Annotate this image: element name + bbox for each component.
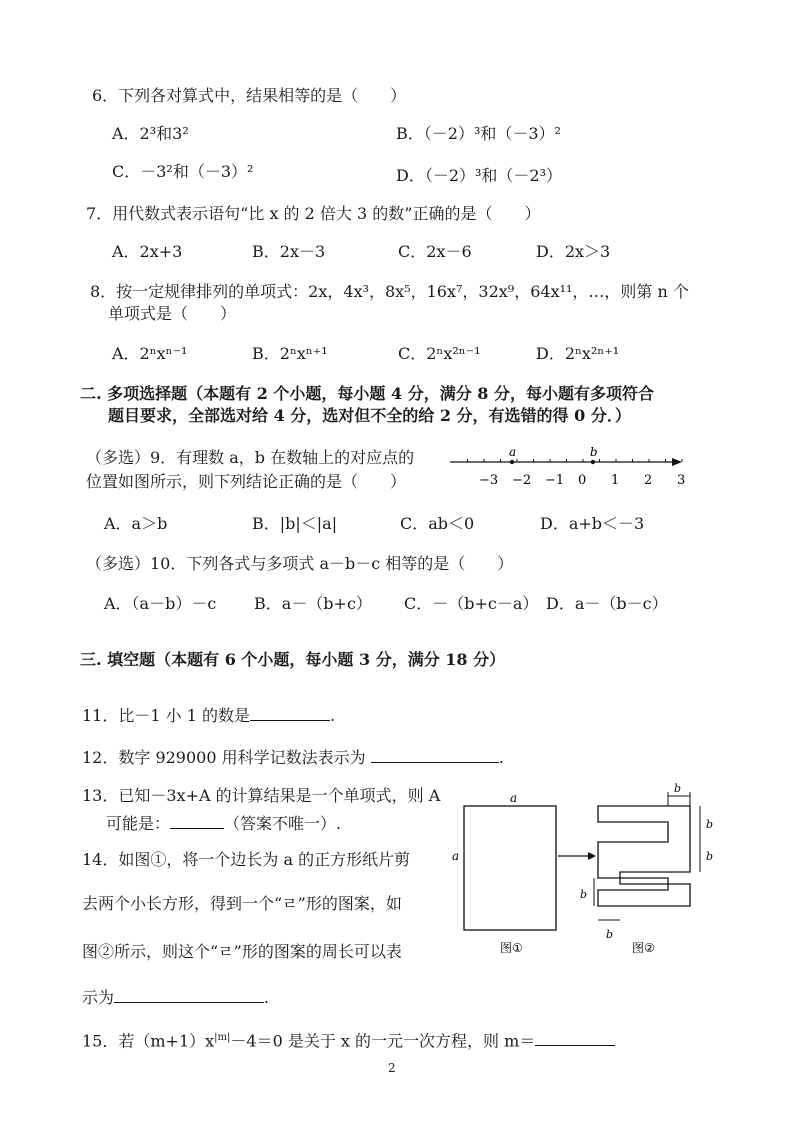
number-line-point-a bbox=[510, 460, 514, 464]
page-number: 2 bbox=[388, 1061, 396, 1075]
q15-text-start: 15．若（m+1）x bbox=[82, 1031, 215, 1051]
q14-line1: 14．如图①，将一个边长为 a 的正方形纸片剪 bbox=[82, 850, 411, 869]
q12-end: . bbox=[498, 748, 504, 767]
q13-line1: 13．已知－3x+A 的计算结果是一个单项式，则 A bbox=[82, 786, 441, 805]
q12 bbox=[82, 746, 504, 768]
q9-option-d: D．a+b＜－3 bbox=[540, 514, 645, 533]
q9-option-c: C．ab＜0 bbox=[400, 514, 475, 533]
q15-answer-blank[interactable] bbox=[535, 1029, 615, 1046]
q7-option-d: D．2x＞3 bbox=[536, 242, 611, 261]
figure1-left-a-label: a bbox=[452, 849, 460, 863]
number-line-tick-label: −1 bbox=[545, 473, 565, 488]
q11-end: . bbox=[329, 706, 336, 725]
q11 bbox=[82, 704, 335, 726]
number-line-arrowhead bbox=[672, 458, 682, 466]
section2-title-line1: 二. 多项选择题（本题有 2 个小题，每小题 4 分，满分 8 分，每小题有多项符合 bbox=[80, 384, 654, 403]
q15-exponent: |m| bbox=[214, 1032, 231, 1043]
figure2-bottom-b-label: b bbox=[606, 928, 614, 941]
q13-line2-text: 可能是： bbox=[106, 814, 171, 833]
figure1-top-a-label: a bbox=[510, 791, 518, 805]
number-line-label-b: b bbox=[589, 445, 598, 459]
figure2-top-b-label: b bbox=[674, 782, 682, 795]
q11-text: 11．比－1 小 1 的数是 bbox=[82, 706, 250, 725]
q6-option-c: C．－3²和（－3）² bbox=[112, 162, 254, 181]
q8-option-b: B．2ⁿxⁿ⁺¹ bbox=[252, 344, 328, 363]
q14-line4 bbox=[82, 986, 269, 1008]
q15 bbox=[82, 1028, 615, 1051]
q10-option-b: B．a－（b+c） bbox=[254, 594, 372, 613]
q7-option-c: C．2x－6 bbox=[398, 242, 472, 261]
figure1-caption: 图① bbox=[500, 941, 523, 955]
arrow-head bbox=[588, 852, 596, 860]
q14-line4-text: 示为 bbox=[82, 988, 115, 1007]
q13-line2-note: （答案不唯一）. bbox=[224, 814, 342, 833]
q9-option-a: A．a＞b bbox=[104, 514, 168, 533]
q9-stem-line2: 位置如图所示，则下列结论正确的是（ ） bbox=[86, 472, 407, 491]
q8-option-d: D．2ⁿx²ⁿ⁺¹ bbox=[536, 344, 620, 363]
number-line-tick-label: −3 bbox=[479, 473, 499, 488]
q8-stem-line2: 单项式是（ ） bbox=[108, 304, 237, 323]
q12-answer-blank[interactable] bbox=[371, 746, 499, 763]
q7-option-a: A．2x+3 bbox=[112, 242, 183, 261]
q14-line2: 去两个小长方形，得到一个“ㄹ”形的图案，如 bbox=[82, 894, 402, 913]
section2-title-line2: 题目要求，全部选对给 4 分，选对但不全的给 2 分，有选错的得 0 分．） bbox=[108, 406, 631, 425]
q8-option-a: A．2ⁿxⁿ⁻¹ bbox=[112, 344, 188, 363]
q10-option-c: C．－（b+c－a） bbox=[404, 594, 539, 613]
q8-option-c: C．2ⁿx²ⁿ⁻¹ bbox=[398, 344, 481, 363]
q13-answer-blank[interactable] bbox=[170, 812, 224, 829]
q14-answer-blank[interactable] bbox=[114, 986, 264, 1003]
figure1-square bbox=[464, 806, 556, 930]
number-line-label-a: a bbox=[509, 445, 517, 459]
number-line-figure bbox=[446, 440, 686, 492]
square-cut-figure bbox=[448, 780, 728, 960]
q7-option-b: B．2x－3 bbox=[252, 242, 326, 261]
number-line-tick-label: −2 bbox=[512, 473, 532, 488]
number-line-point-b bbox=[591, 460, 595, 464]
figure2-right-b-label-2: b bbox=[706, 850, 714, 863]
number-line-tick-label: 0 bbox=[578, 473, 587, 488]
q6-stem: 6．下列各对算式中，结果相等的是（ ） bbox=[92, 86, 407, 105]
figure2-left-b-label: b bbox=[580, 888, 588, 901]
q9-stem-line1: （多选）9．有理数 a，b 在数轴上的对应点的 bbox=[86, 448, 415, 467]
figure2-caption: 图② bbox=[632, 941, 655, 955]
figure2-shape bbox=[598, 806, 690, 906]
section3-title: 三. 填空题（本题有 6 个小题，每小题 3 分，满分 18 分） bbox=[80, 650, 506, 669]
number-line-tick-label: 3 bbox=[677, 473, 686, 488]
q15-text-end: －4＝0 是关于 x 的一元一次方程，则 m＝ bbox=[230, 1031, 536, 1051]
q7-stem: 7．用代数式表示语句“比 x 的 2 倍大 3 的数”正确的是（ ） bbox=[86, 204, 541, 223]
q6-option-d: D．（－2）³和（－2³） bbox=[396, 166, 563, 185]
q8-stem-line1: 8．按一定规律排列的单项式：2x，4x³，8x⁵，16x⁷，32x⁹，64x¹¹，…，则第 n 个 bbox=[90, 282, 689, 301]
q9-option-b: B．|b|＜|a| bbox=[252, 514, 338, 533]
q13-line2 bbox=[106, 812, 341, 834]
q14-line3: 图②所示，则这个“ㄹ”形的图案的周长可以表 bbox=[82, 942, 402, 961]
q12-text: 12．数字 929000 用科学记数法表示为 bbox=[82, 748, 366, 767]
q6-option-b: B．（－2）³和（－3）² bbox=[396, 124, 561, 143]
q10-stem: （多选）10．下列各式与多项式 a－b－c 相等的是（ ） bbox=[86, 554, 514, 573]
number-line-tick-label: 1 bbox=[611, 473, 620, 488]
figure2-right-b-label-1: b bbox=[706, 818, 714, 831]
number-line-tick-label: 2 bbox=[644, 473, 653, 488]
q6-option-a: A．2³和3² bbox=[112, 124, 189, 143]
q10-option-a: A．（a－b）－c bbox=[104, 594, 217, 613]
q11-answer-blank[interactable] bbox=[250, 704, 330, 721]
q10-option-d: D．a－（b－c） bbox=[546, 594, 668, 613]
q14-end: . bbox=[264, 988, 270, 1007]
